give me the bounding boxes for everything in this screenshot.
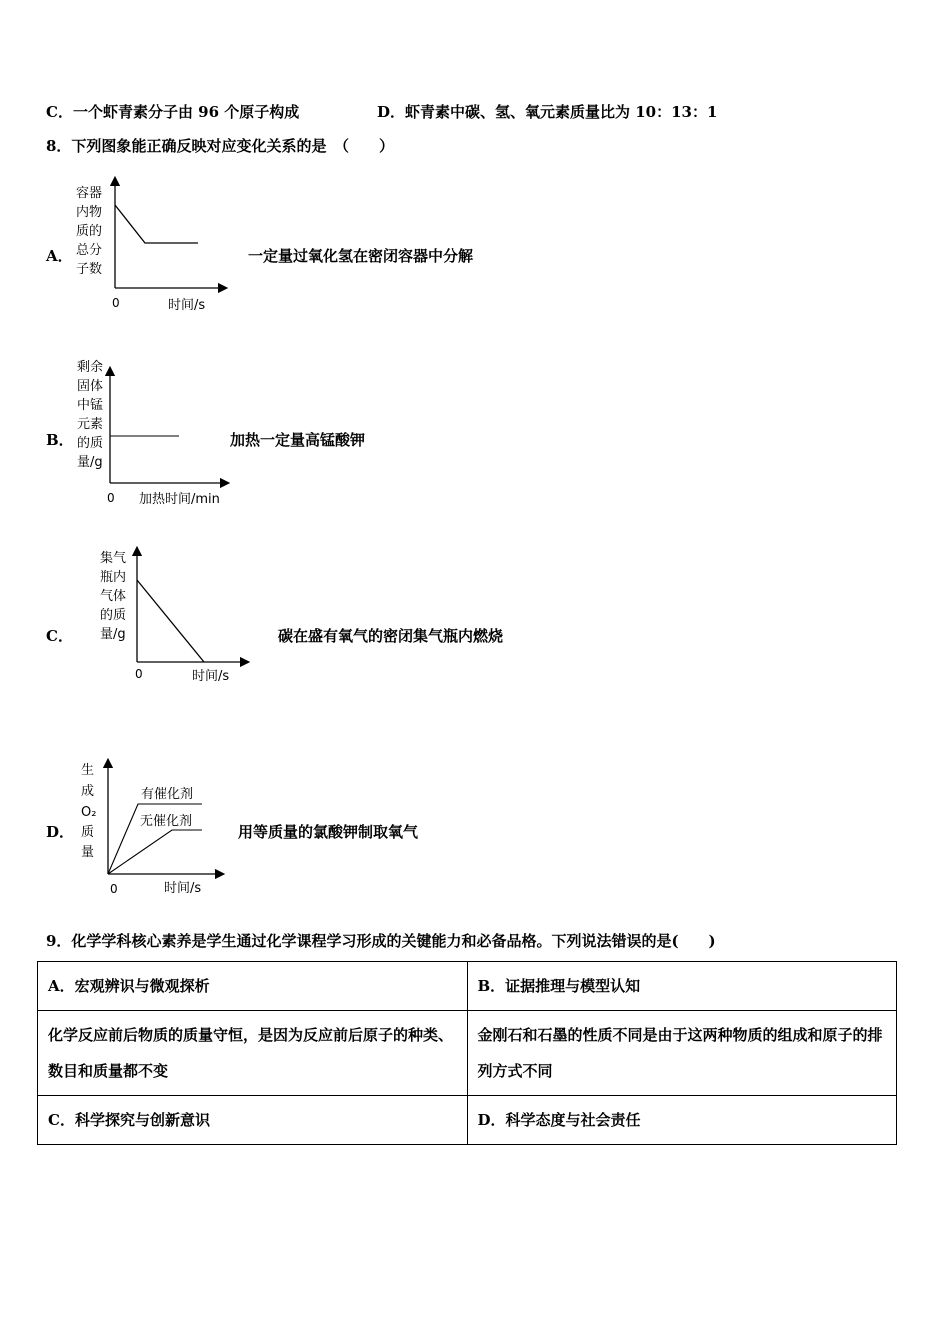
q8-graph-b [60, 355, 240, 510]
x-label: 加热时间/min [139, 492, 220, 507]
q8-option-d-desc: 用等质量的氯酸钾制取氧气 [238, 823, 419, 841]
origin-label: 0 [112, 296, 120, 310]
q7-option-c: C．一个虾青素分子由 96 个原子构成 [46, 103, 300, 121]
q8-option-a-label: A． [46, 247, 73, 265]
q8-option-b-label: B． [46, 431, 74, 449]
q8-option-c-desc: 碳在盛有氧气的密闭集气瓶内燃烧 [278, 627, 504, 645]
q8-graph-c [80, 545, 260, 690]
y-label-line: 生 [81, 763, 95, 778]
y-label-line: 总分 [76, 243, 103, 258]
origin-label: 0 [107, 491, 115, 505]
q8-option-b-desc: 加热一定量高锰酸钾 [230, 431, 366, 449]
line-label-without-catalyst: 无催化剂 [140, 814, 193, 829]
q9-table [37, 961, 897, 1145]
y-label-line: 量/g [77, 455, 103, 470]
curve [115, 205, 198, 243]
y-label-line: 中锰 [77, 398, 104, 413]
x-label: 时间/s [164, 881, 202, 896]
y-label-line: 的质 [77, 436, 104, 451]
q8-option-c-label: C． [46, 627, 73, 645]
curve [137, 580, 204, 662]
table-row [38, 962, 897, 1011]
y-label-line: 子数 [76, 262, 103, 277]
y-label-line: 剩余 [77, 360, 104, 375]
q8-stem: 8．下列图象能正确反映对应变化关系的是 （ ） [46, 137, 394, 155]
y-label-line: 集气 [100, 551, 127, 566]
table-cell: 金刚石和石墨的性质不同是由于这两种物质的组成和原子的排列方式不同 [467, 1011, 897, 1096]
y-label-line: 固体 [77, 379, 104, 394]
table-cell: C．科学探究与创新意识 [38, 1096, 468, 1145]
table-cell: D．科学态度与社会责任 [467, 1096, 897, 1145]
table-row [38, 1096, 897, 1145]
q8-graph-a [60, 175, 240, 315]
y-label-line: 质 [81, 825, 95, 840]
y-label-line: 量/g [100, 627, 126, 642]
table-cell: A．宏观辨识与微观探析 [38, 962, 468, 1011]
y-label-line: 量 [81, 845, 95, 860]
y-label-line: 内物 [76, 205, 103, 220]
line-label-with-catalyst: 有催化剂 [141, 787, 194, 802]
y-label-line: 瓶内 [100, 570, 127, 585]
x-label: 时间/s [192, 669, 230, 684]
q8-graph-d [60, 755, 235, 900]
y-label-line: 成 [81, 784, 95, 799]
table-row [38, 1011, 897, 1096]
curve-without-catalyst [108, 830, 202, 874]
y-label-line: O₂ [81, 805, 97, 820]
x-label: 时间/s [168, 298, 206, 313]
table-cell: B．证据推理与模型认知 [467, 962, 897, 1011]
q8-option-a-desc: 一定量过氧化氢在密闭容器中分解 [248, 247, 474, 265]
q8-option-d-label: D． [46, 823, 75, 841]
q9-stem: 9．化学学科核心素养是学生通过化学课程学习形成的关键能力和必备品格。下列说法错误的是( ) [46, 932, 716, 950]
q7-option-d: D．虾青素中碳、氢、氧元素质量比为 10：13：1 [377, 103, 718, 121]
origin-label: 0 [135, 667, 143, 681]
origin-label: 0 [110, 882, 118, 896]
y-label-line: 气体 [100, 589, 127, 604]
y-label-line: 质的 [76, 224, 103, 239]
y-label-line: 的质 [100, 608, 127, 623]
table-cell: 化学反应前后物质的质量守恒，是因为反应前后原子的种类、数目和质量都不变 [38, 1011, 468, 1096]
y-label-line: 容器 [76, 186, 103, 201]
y-label-line: 元素 [77, 417, 104, 432]
